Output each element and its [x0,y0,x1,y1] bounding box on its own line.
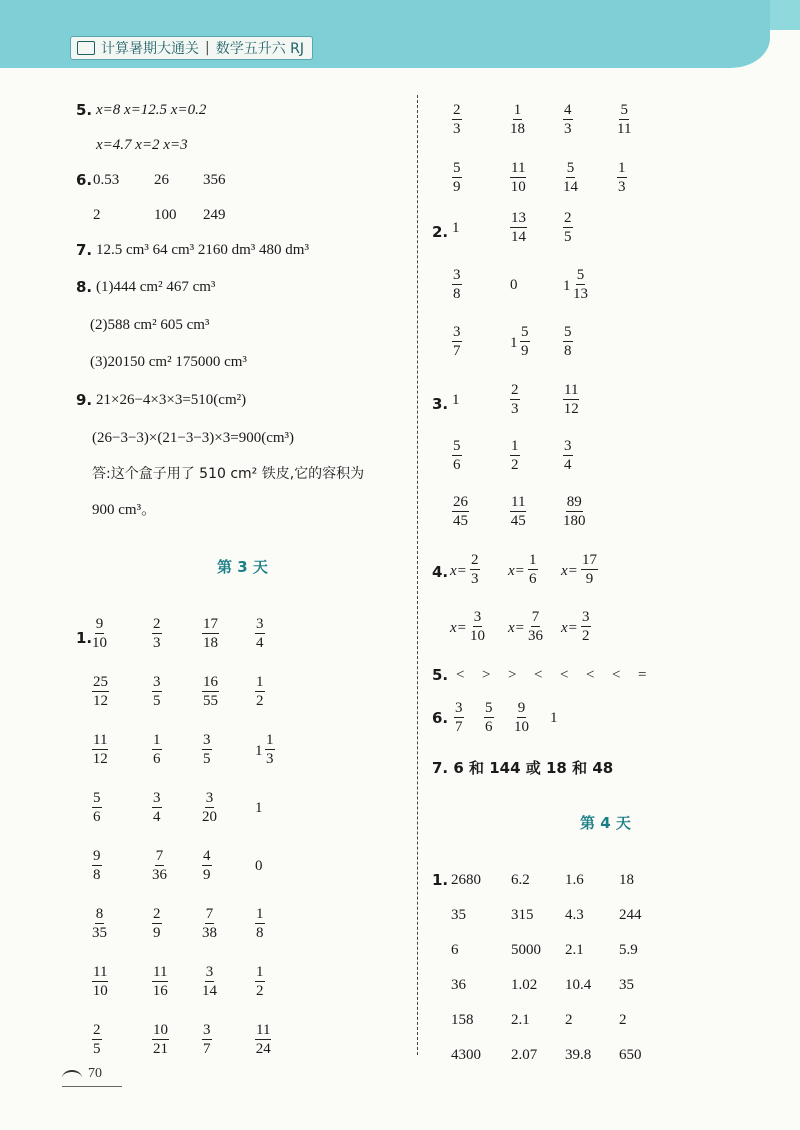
numerator: 11 [153,964,168,980]
q5-number: 5. [76,101,93,119]
fraction [470,608,485,645]
denominator: 9 [585,571,594,587]
x-prefix: x= [561,563,578,579]
answer-cell: 6.2 [511,872,530,888]
header-band-corner [770,0,800,30]
q6-cell: 26 [154,172,169,188]
answer-cell [563,437,573,474]
answer-cell [617,159,627,196]
q8-part3: (3)20150 cm² 175000 cm³ [90,354,247,370]
numerator: 2 [153,616,161,632]
denominator: 12 [92,751,108,767]
day3-heading: 第 3 天 [217,558,268,576]
answer-cell: 1.02 [511,977,538,993]
header-title: 计算暑期大通关 [101,41,199,57]
numerator: 2 [453,102,461,118]
numerator: 2 [564,210,572,226]
q5-row2: x=4.7 x=2 x=3 [96,137,188,153]
answer-cell [454,699,464,736]
answer-cell [202,963,217,1000]
denominator: 180 [563,513,586,529]
denominator: 5 [153,693,161,709]
q9-line2: (26−3−3)×(21−3−3)×3=900(cm³) [92,430,295,446]
numerator: 3 [205,790,214,806]
numerator: 3 [564,438,572,454]
answer-cell [510,493,526,530]
answer-cell: 244 [619,907,642,923]
denominator: 4 [564,457,572,473]
numerator: 5 [620,102,628,118]
denominator: 12 [563,401,579,417]
numerator: 17 [582,552,597,568]
answer-cell [510,381,520,418]
numerator: 11 [511,160,526,176]
x-prefix: x= [508,620,525,636]
denominator: 14 [202,983,217,999]
numerator: 3 [453,267,461,283]
numerator: 17 [203,616,218,632]
whole-part: 1 [563,278,571,294]
denominator: 4 [256,635,264,651]
denominator: 3 [266,751,274,767]
x-prefix: x= [450,620,467,636]
answer-cell [152,731,162,768]
numerator: 1 [256,964,264,980]
denominator: 14 [563,179,578,195]
q7-row: 12.5 cm³ 64 cm³ 2160 dm³ 480 dm³ [96,242,309,258]
denominator: 6 [153,751,161,767]
answer-cell: 2 [565,1012,573,1028]
denominator: 6 [453,457,461,473]
answer-cell [92,615,107,652]
numerator: 89 [566,494,582,510]
answer-cell: 650 [619,1047,642,1063]
numerator: 8 [95,906,104,922]
denominator: 36 [528,628,543,644]
denominator: 16 [152,983,168,999]
denominator: 9 [153,925,161,941]
answer-cell [510,437,520,474]
numerator: 3 [582,609,590,625]
numerator: 3 [455,700,463,716]
x-prefix: x= [450,563,467,579]
numerator: 5 [566,160,575,176]
fraction [528,551,538,588]
answer-cell: 6 [451,942,459,958]
answer-cell [152,789,162,826]
answer-cell [510,209,527,246]
denominator: 3 [511,401,519,417]
q8-part2: (2)588 cm² 605 cm³ [90,317,210,333]
denominator: 18 [510,121,525,137]
denominator: 3 [471,571,479,587]
header-label [70,36,313,60]
numerator: 7 [205,906,214,922]
q6-cell: 2 [93,207,101,223]
numerator: 2 [511,382,519,398]
header-subject: 数学五升六 RJ [215,41,305,57]
denominator: 9 [521,343,529,359]
comparison-symbol: < [586,667,595,683]
x-prefix: x= [561,620,578,636]
numerator: 2 [153,906,161,922]
answer-cell [452,159,462,196]
answer-cell: 1 [452,220,460,236]
q6-cell: 100 [154,207,177,223]
q6-cell: 249 [203,207,226,223]
numerator: 1 [266,732,274,748]
answer-cell [452,323,462,360]
page-number: 70 [88,1066,102,1081]
denominator: 2 [582,628,590,644]
answer-cell [92,789,102,826]
answer-cell: 35 [451,907,466,923]
denominator: 10 [470,628,485,644]
numerator: 11 [93,964,108,980]
answer-cell [563,209,573,246]
denominator: 2 [256,693,264,709]
answer-cell [92,847,102,884]
answer-cell [92,963,108,1000]
answer-cell [510,101,525,138]
comparison-symbol: > [508,667,517,683]
book-icon [77,41,95,55]
answer-cell [255,905,265,942]
denominator: 7 [453,343,461,359]
q6r-number: 6. [432,709,449,727]
fraction [528,608,543,645]
answer-cell [152,1021,169,1058]
denominator: 8 [564,343,572,359]
numerator: 26 [453,494,468,510]
fraction [581,551,598,588]
numerator: 4 [564,102,572,118]
answer-cell [563,493,586,530]
answer-cell [452,101,462,138]
q5r-number: 5. [432,666,449,684]
answer-cell [202,905,217,942]
answer-cell: 158 [451,1012,474,1028]
answer-cell [202,731,212,768]
numerator: 7 [155,848,164,864]
numerator: 3 [453,324,461,340]
answer-cell: 5.9 [619,942,638,958]
numerator: 1 [513,102,522,118]
denominator: 8 [453,286,461,302]
answer-cell [452,266,462,303]
denominator: 6 [485,719,493,735]
numerator: 1 [153,732,161,748]
answer-cell: 2680 [451,872,481,888]
numerator: 11 [93,732,108,748]
denominator: 2 [511,457,519,473]
answer-cell: 1.6 [565,872,584,888]
answer-cell [563,159,578,196]
numerator: 1 [256,674,264,690]
numerator: 1 [511,438,519,454]
comparison-symbol: < [534,667,543,683]
denominator: 8 [256,925,264,941]
answer-cell [563,101,573,138]
denominator: 35 [92,925,107,941]
comparison-symbol: < [560,667,569,683]
fraction [573,266,588,303]
comparison-symbol: < [612,667,621,683]
denominator: 3 [153,635,161,651]
answer-cell: 0 [510,277,518,293]
answer-cell [452,493,469,530]
denominator: 9 [453,179,461,195]
numerator: 25 [93,674,108,690]
numerator: 5 [453,160,461,176]
answer-cell [563,323,573,360]
numerator: 5 [453,438,461,454]
d4-q1-number: 1. [432,871,449,889]
answer-cell: 0 [255,858,263,874]
fraction [520,323,530,360]
answer-cell: 1 [550,710,558,726]
answer-cell: 1 [452,392,460,408]
numerator: 5 [93,790,101,806]
comparison-symbol: > [482,667,491,683]
footer-rule [62,1086,122,1087]
answer-cell [152,905,162,942]
denominator: 14 [511,229,526,245]
denominator: 7 [203,1041,211,1057]
numerator: 7 [531,609,540,625]
fraction [470,551,480,588]
answer-cell [152,615,162,652]
numerator: 10 [153,1022,168,1038]
answer-cell [202,673,219,710]
q2-number: 2. [432,223,449,241]
answer-cell [484,699,494,736]
sun-icon [62,1070,82,1086]
denominator: 10 [92,635,107,651]
denominator: 5 [93,1041,101,1057]
denominator: 10 [510,179,526,195]
page-header [0,0,800,80]
q9-line1: 21×26−4×3×3=510(cm²) [96,392,247,408]
q8-part1: (1)444 cm² 467 cm³ [96,279,216,295]
denominator: 24 [255,1041,271,1057]
denominator: 12 [93,693,108,709]
q6-cell: 356 [203,172,226,188]
answer-cell: 18 [619,872,634,888]
whole-part: 1 [510,335,518,351]
page-footer [62,1066,102,1082]
denominator: 11 [617,121,632,137]
q6-number: 6. [76,171,93,189]
numerator: 2 [93,1022,101,1038]
answer-cell: 4300 [451,1047,481,1063]
numerator: 16 [203,674,218,690]
q4-number: 4. [432,563,449,581]
answer-cell [202,615,219,652]
numerator: 9 [95,616,104,632]
answer-cell: 5000 [511,942,541,958]
numerator: 3 [473,609,482,625]
answer-cell [514,699,529,736]
comparison-symbol: < [456,667,465,683]
denominator: 5 [203,751,211,767]
denominator: 10 [514,719,529,735]
denominator: 36 [152,867,167,883]
denominator: 4 [153,809,161,825]
answer-cell: 10.4 [565,977,592,993]
x-prefix: x= [508,563,525,579]
denominator: 6 [529,571,537,587]
answer-cell [452,437,462,474]
numerator: 2 [471,552,479,568]
numerator: 3 [153,790,161,806]
denominator: 55 [203,693,218,709]
answer-cell [255,963,265,1000]
denominator: 5 [564,229,572,245]
q7-number: 7. [76,241,93,259]
answer-cell: 1 [255,800,263,816]
answer-cell: 2.07 [511,1047,538,1063]
numerator: 3 [256,616,264,632]
answer-cell: 4.3 [565,907,584,923]
answer-cell [92,731,108,768]
denominator: 3 [564,121,572,137]
q7r-answer: 7. 6 和 144 或 18 和 48 [432,759,614,777]
numerator: 3 [203,1022,211,1038]
answer-cell [255,1021,271,1058]
denominator: 3 [618,179,626,195]
answer-cell [152,847,167,884]
q6-cell: 0.53 [93,172,120,188]
numerator: 11 [256,1022,271,1038]
answer-cell [617,101,631,138]
numerator: 1 [256,906,264,922]
q5-row1: x=8 x=12.5 x=0.2 [96,102,207,118]
answer-cell [255,673,265,710]
answer-cell: 2.1 [565,942,584,958]
answer-cell [92,905,107,942]
numerator: 3 [203,732,211,748]
denominator: 7 [455,719,463,735]
denominator: 13 [573,286,588,302]
numerator: 13 [511,210,526,226]
numerator: 9 [93,848,101,864]
answer-cell: 39.8 [565,1047,592,1063]
answer-cell [202,789,217,826]
numerator: 9 [517,700,526,716]
answer-cell [202,847,212,884]
answer-cell: 36 [451,977,466,993]
denominator: 45 [510,513,526,529]
answer-cell [255,615,265,652]
answer-cell [92,673,109,710]
answer-cell: 2 [619,1012,627,1028]
numerator: 5 [576,267,585,283]
denominator: 8 [93,867,101,883]
answer-cell: 315 [511,907,534,923]
q8-number: 8. [76,278,93,296]
denominator: 2 [256,983,264,999]
denominator: 20 [202,809,217,825]
day4-heading: 第 4 天 [580,814,631,832]
whole-part: 1 [255,743,263,759]
answer-cell [563,381,579,418]
denominator: 6 [93,809,101,825]
denominator: 10 [92,983,108,999]
numerator: 11 [511,494,526,510]
q3-number: 3. [432,395,449,413]
denominator: 45 [453,513,468,529]
denominator: 3 [453,121,461,137]
comparison-symbol: = [638,667,647,683]
answer-cell [152,963,168,1000]
answer-cell: 2.1 [511,1012,530,1028]
denominator: 9 [203,867,211,883]
answer-cell [152,673,162,710]
q9-answer-end: 900 cm³。 [92,502,157,518]
header-separator: | [205,40,210,56]
numerator: 4 [203,848,211,864]
numerator: 3 [205,964,214,980]
answer-cell [202,1021,212,1058]
numerator: 1 [618,160,626,176]
denominator: 21 [153,1041,168,1057]
numerator: 5 [485,700,493,716]
numerator: 11 [564,382,579,398]
numerator: 1 [529,552,537,568]
answer-cell: 35 [619,977,634,993]
fraction [581,608,591,645]
numerator: 5 [521,324,529,340]
q9-answer: 答:这个盒子用了 510 cm² 铁皮,它的容积为 [92,466,365,482]
fraction [265,731,275,768]
numerator: 5 [564,324,572,340]
column-divider [417,95,418,1055]
denominator: 18 [203,635,218,651]
numerator: 3 [153,674,161,690]
answer-cell [92,1021,102,1058]
q9-number: 9. [76,391,93,409]
d3-q1-number: 1. [76,629,93,647]
answer-cell [510,159,526,196]
denominator: 38 [202,925,217,941]
